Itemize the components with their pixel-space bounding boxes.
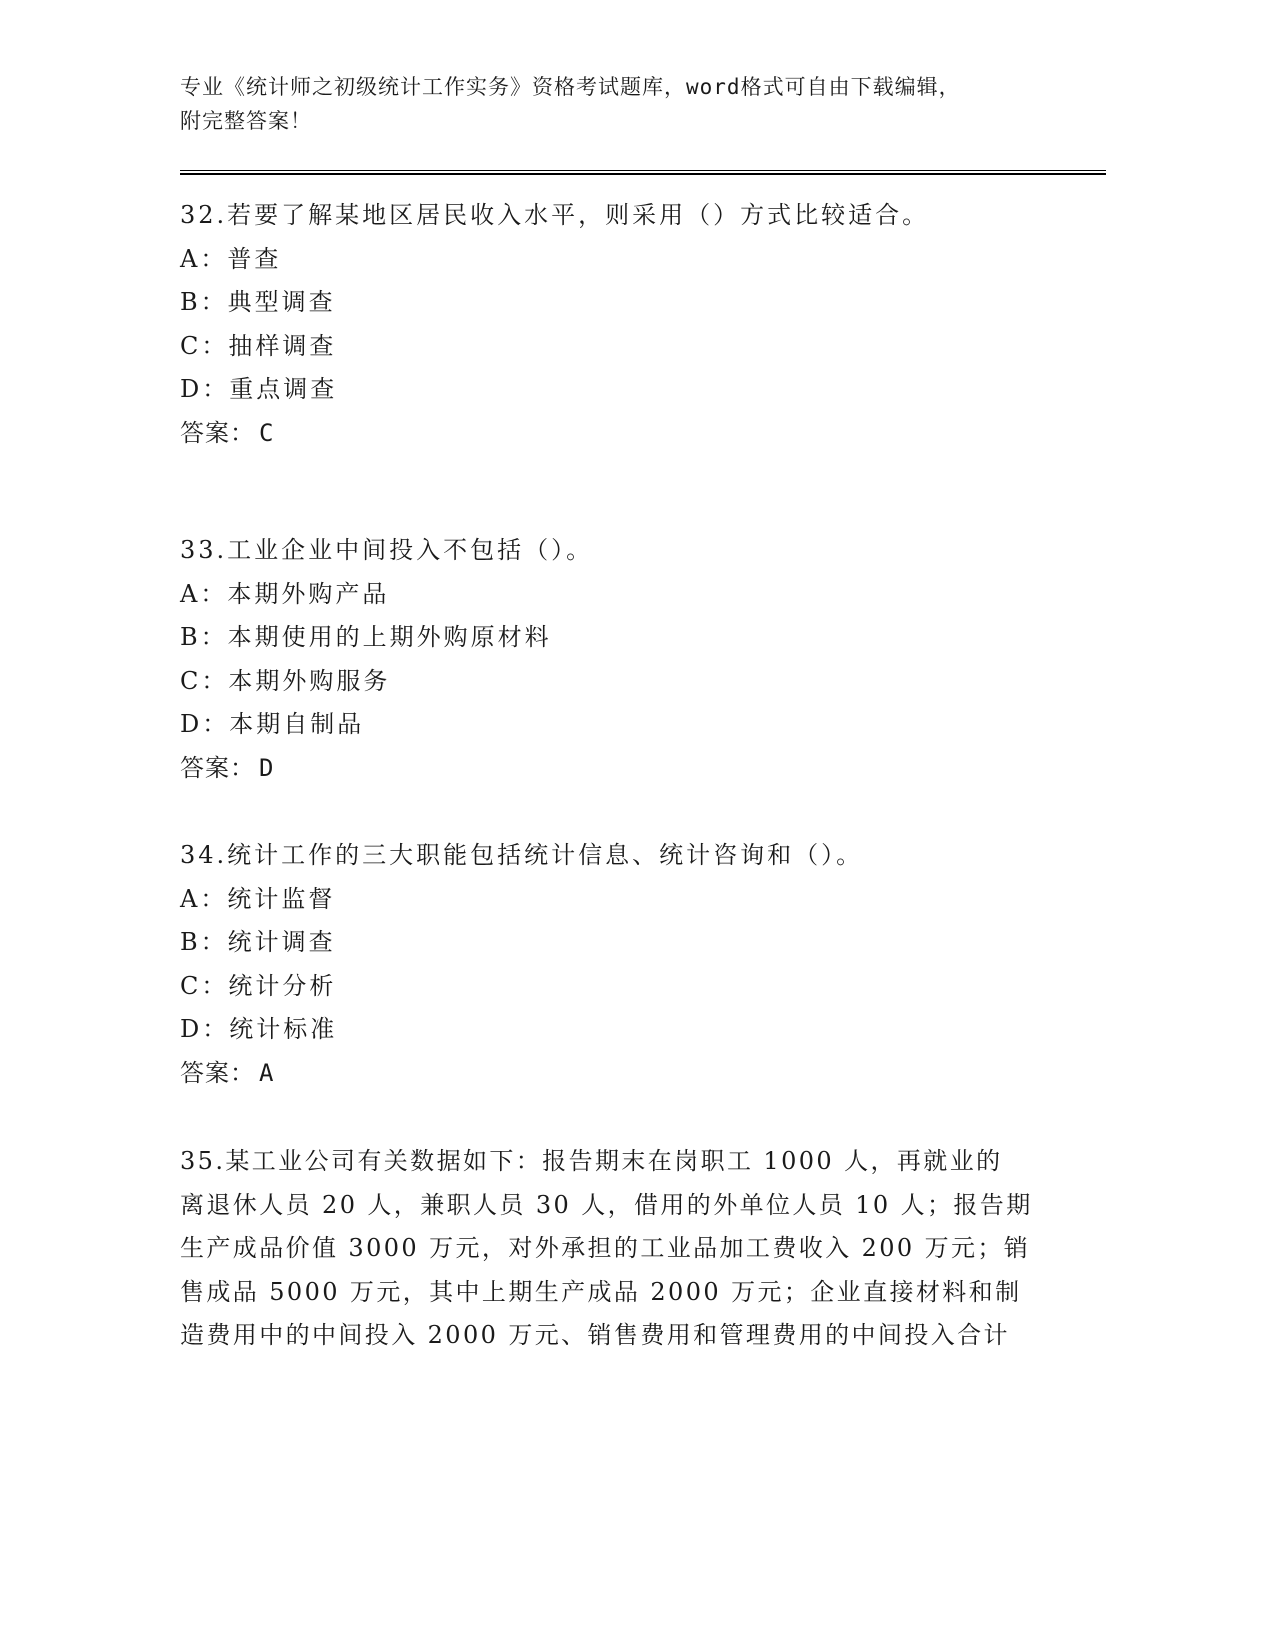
question-stem: 34.统计工作的三大职能包括统计信息、统计咨询和（）。 <box>180 841 864 869</box>
question-33 <box>180 529 1040 790</box>
option-c: C：本期外购服务 <box>180 666 391 695</box>
document-header <box>180 70 1080 138</box>
answer-line <box>180 412 1040 456</box>
answer-line <box>180 747 1040 791</box>
answer-value: C <box>259 418 275 447</box>
answer-value: D <box>259 753 275 782</box>
question-35-line: 生产成品价值 3000 万元，对外承担的工业品加工费收入 200 万元；销 <box>180 1234 1031 1262</box>
header-line-1: 专业《统计师之初级统计工作实务》资格考试题库，word格式可自由下载编辑， <box>180 75 961 99</box>
answer-value: A <box>259 1058 275 1087</box>
question-35-line: 造费用中的中间投入 2000 万元、销售费用和管理费用的中间投入合计 <box>180 1321 1010 1349</box>
header-rule-thick <box>180 173 1106 175</box>
question-35-line: 35.某工业公司有关数据如下：报告期末在岗职工 1000 人，再就业的 <box>180 1147 1003 1175</box>
question-stem: 32.若要了解某地区居民收入水平，则采用（）方式比较适合。 <box>180 201 930 229</box>
answer-label: 答案： <box>180 418 255 447</box>
answer-label: 答案： <box>180 753 255 782</box>
question-34 <box>180 834 1040 1095</box>
option-a: A：本期外购产品 <box>180 579 390 608</box>
option-d: D：本期自制品 <box>180 710 365 738</box>
question-32 <box>180 194 1040 455</box>
option-d: D：重点调查 <box>180 375 338 403</box>
option-c: C：统计分析 <box>180 971 337 1000</box>
question-stem: 33.工业企业中间投入不包括（）。 <box>180 536 594 564</box>
header-line-2: 附完整答案！ <box>180 109 312 133</box>
option-a: A：统计监督 <box>180 884 336 913</box>
answer-label: 答案： <box>180 1058 255 1087</box>
answer-line <box>180 1052 1040 1096</box>
header-rule-thin <box>180 170 1106 171</box>
option-b: B：典型调查 <box>180 288 336 316</box>
option-c: C：抽样调查 <box>180 331 337 360</box>
question-35 <box>180 1140 1033 1358</box>
option-d: D：统计标准 <box>180 1015 338 1043</box>
option-b: B：本期使用的上期外购原材料 <box>180 623 552 651</box>
question-35-line: 售成品 5000 万元，其中上期生产成品 2000 万元；企业直接材料和制 <box>180 1277 1022 1306</box>
option-b: B：统计调查 <box>180 928 336 956</box>
option-a: A：普查 <box>180 244 282 273</box>
question-35-line: 离退休人员 20 人，兼职人员 30 人，借用的外单位人员 10 人；报告期 <box>180 1190 1033 1219</box>
